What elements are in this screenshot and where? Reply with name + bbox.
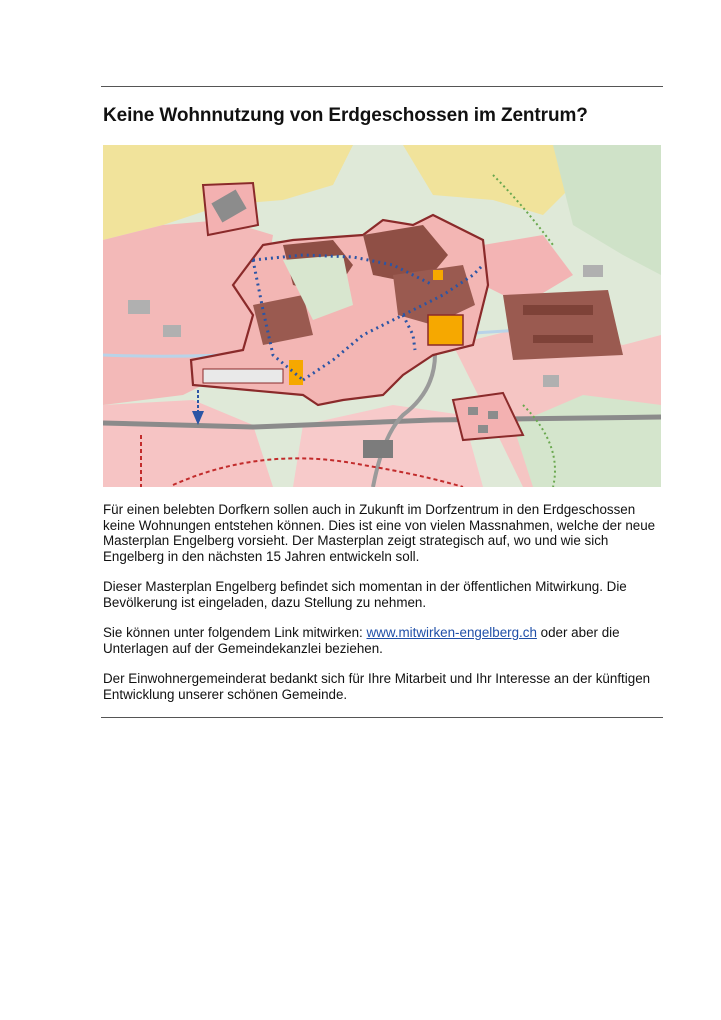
paragraph-link xyxy=(103,625,663,656)
map-graphic xyxy=(103,145,661,487)
paragraph-link-text xyxy=(103,625,663,656)
paragraph-thanks-text: Der Einwohnergemeinderat bedankt sich für Ihre Mitarbeit und Ihr Interesse an der künftigen Entwicklung unserer schönen Gemeinde. xyxy=(103,671,651,702)
paragraph-intro xyxy=(103,502,663,564)
link-outro-text: oder aber die Unterlagen auf der Gemeindekanzlei beziehen. xyxy=(103,625,620,656)
paragraph-thanks xyxy=(103,671,663,702)
paragraph-participation-text: Dieser Masterplan Engelberg befindet sich momentan in der öffentlichen Mitwirkung. Die Bevölkerung ist eingeladen, dazu Stellung zu nehmen. xyxy=(103,579,627,610)
page-title: Keine Wohnnutzung von Erdgeschossen im Zentrum? xyxy=(103,105,588,126)
paragraph-participation xyxy=(103,579,663,610)
masterplan-map xyxy=(103,145,661,487)
paragraph-intro-text: Für einen belebten Dorfkern sollen auch in Zukunft im Dorfzentrum in den Erdgeschossen keine Wohnungen entstehen können. Dies ist eine von vielen Massnahmen, welche der neue Masterplan Engelberg vorsieht. Der Masterplan zeigt strategisch auf, wo und wie sich Engelberg in den nächsten 15 Jahren entwickeln soll. xyxy=(103,502,656,564)
link-intro-text: Sie können unter folgendem Link mitwirken: xyxy=(103,625,367,640)
top-rule xyxy=(101,86,663,87)
mitwirken-link[interactable]: www.mitwirken-engelberg.ch xyxy=(366,625,537,640)
bottom-rule xyxy=(101,717,663,718)
